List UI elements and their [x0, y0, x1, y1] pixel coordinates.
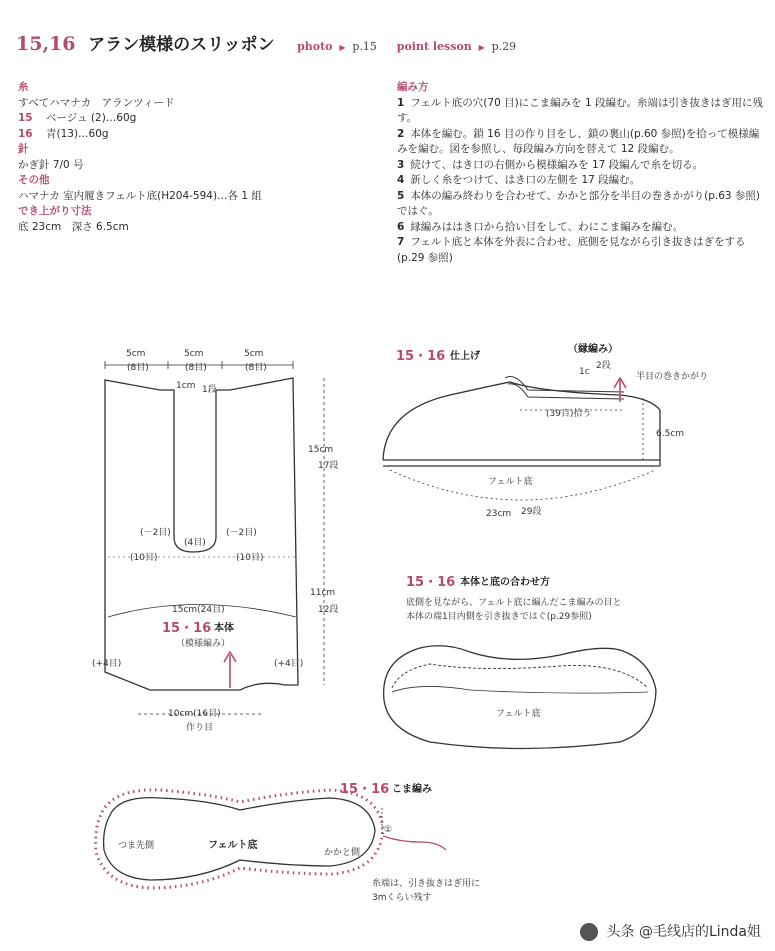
inc-right: (+4目): [274, 659, 304, 669]
bottom-label: 作り目: [186, 723, 214, 733]
slit-rows: 1段: [202, 385, 217, 395]
mid-stitches: (4目): [184, 538, 206, 548]
dec-left: (－2目): [140, 528, 171, 538]
size-description: 底 23cm 深さ 6.5cm: [18, 220, 129, 233]
height-upper-rows: 17段: [318, 461, 339, 471]
row10-left: (10目): [130, 553, 158, 563]
body-subtitle: （模様編み）: [176, 639, 231, 649]
needle-heading: 針: [18, 143, 29, 155]
height-lower: 11cm: [310, 588, 336, 598]
top-stitch-1: (8目): [127, 363, 149, 373]
slipper-side-outline: [383, 382, 660, 466]
instruction-step: 6 縁編みははき口から拾い目をして、わにこま編みを編む。: [397, 220, 684, 233]
instruction-step: 5 本体の編み終わりを合わせて、かかと部分を半目の巻きかがり(p.63 参照)ではぐ。: [397, 189, 760, 217]
sole-outline: [104, 798, 375, 880]
width-row: 15cm(24目): [172, 605, 225, 615]
join-slipper-outline: [384, 646, 656, 749]
finish-sole-label: フェルト底: [488, 477, 533, 487]
watermark-text: 头条 @毛线店的Linda姐: [606, 924, 761, 940]
finish-title: 仕上げ: [450, 351, 480, 362]
finish-height: 6.5cm: [656, 429, 685, 439]
yarn-heading: 糸: [18, 81, 29, 93]
sc-note-2: 3mくらい残す: [372, 893, 432, 903]
top-width-3: 5cm: [244, 349, 264, 359]
bottom-width: 10cm(16目): [168, 709, 221, 719]
edge-band: [505, 377, 624, 400]
yarn-item: 16 青(13)…60g: [18, 127, 109, 140]
join-stitch-line: [392, 664, 648, 688]
join-desc-2: 本体の端1目内側を引き抜きではぐ(p.29参照): [406, 612, 592, 622]
instruction-step: 2 本体を編む。鎖 16 目の作り目をし、鎖の裏山(p.60 参照)を拾って模様編みを編む。図を参照し、毎段編み方向を替えて 12 段編む。: [397, 127, 760, 155]
pattern-number: 15,16: [16, 33, 76, 55]
sc-sole-label: フェルト底: [208, 840, 258, 851]
instruction-step: 4 新しく糸をつけて、はき口の左側を 17 段編む。: [397, 174, 641, 186]
join-title-num: 15・16: [406, 575, 456, 590]
instructions-heading: 編み方: [397, 81, 429, 93]
finish-title-num: 15・16: [396, 349, 446, 364]
join-desc-1: 底側を見ながら、フェルト底に編んだこま編みの目と: [406, 598, 622, 608]
yarn-description: すべてハマナカ アランツィード: [18, 96, 175, 109]
yarn-item: 15 ベージュ (2)…60g: [18, 112, 137, 124]
finish-length: 23cm: [486, 509, 512, 519]
heel-label: かかと側: [324, 848, 361, 858]
toutiao-logo-icon: [580, 923, 598, 941]
finish-length-rows: 29段: [521, 507, 542, 517]
photo-page: p.15: [352, 40, 377, 53]
edge-size: 1c: [579, 367, 590, 377]
other-description: ハマナカ 室内履きフェルト底(H204-594)…各 1 組: [18, 189, 262, 202]
size-heading: でき上がり寸法: [18, 205, 92, 217]
other-heading: その他: [18, 174, 50, 186]
dec-right: (－2目): [226, 528, 257, 538]
join-diagram: [384, 646, 656, 749]
yarn-tail: [383, 836, 446, 850]
lesson-page: p.29: [491, 40, 517, 53]
sc-title: こま編み: [392, 784, 432, 795]
slit-depth: 1cm: [176, 381, 196, 391]
top-width-2: 5cm: [184, 349, 204, 359]
row10-right: (10目): [236, 553, 264, 563]
toe-label: つま先側: [118, 841, 155, 851]
top-stitch-3: (8目): [245, 363, 267, 373]
lesson-label: point lesson: [396, 40, 472, 53]
start-marker: ①: [384, 825, 393, 835]
body-title-num: 15・16: [162, 621, 212, 636]
height-upper: 15cm: [308, 445, 334, 455]
body-title: 本体: [214, 623, 234, 634]
pick-up-label: (39目)拾う: [546, 409, 592, 419]
join-inner-line: [392, 686, 648, 693]
triangle-icon: ▶: [478, 42, 485, 52]
triangle-icon: ▶: [339, 42, 346, 52]
stitch-ring: [96, 790, 383, 888]
sc-note-1: 糸端は、引き抜きはぎ用に: [372, 879, 481, 889]
sc-diagram: [96, 790, 446, 888]
height-lower-rows: 12段: [318, 605, 339, 615]
join-sole-label: フェルト底: [496, 709, 541, 719]
top-width-1: 5cm: [126, 349, 146, 359]
pattern-title: アラン模様のスリッポン: [88, 35, 275, 55]
watermark: [580, 921, 761, 941]
needle-description: かぎ針 7/0 号: [18, 158, 84, 171]
half-stitch-label: 半目の巻きかがり: [636, 372, 709, 382]
edge-label: （縁編み）: [568, 344, 618, 355]
instruction-step: 3 続けて、はき口の右側から模様編みを 17 段編んで糸を切る。: [397, 158, 704, 171]
instruction-step: 7 フェルト底と本体を外表に合わせ、底側を見ながら引き抜きはぎをする(p.29 参照): [397, 236, 746, 264]
edge-rows: 2段: [596, 361, 611, 371]
photo-label: photo: [297, 40, 333, 53]
inc-left: (+4目): [92, 659, 122, 669]
instruction-step: 1 フェルト底の穴(70 目)にこま編みを 1 段編む。糸端は引き抜きはぎ用に残す。: [397, 96, 764, 124]
join-title: 本体と底の合わせ方: [460, 577, 550, 588]
sc-title-num: 15・16: [340, 782, 390, 797]
top-stitch-2: (8目): [185, 363, 207, 373]
